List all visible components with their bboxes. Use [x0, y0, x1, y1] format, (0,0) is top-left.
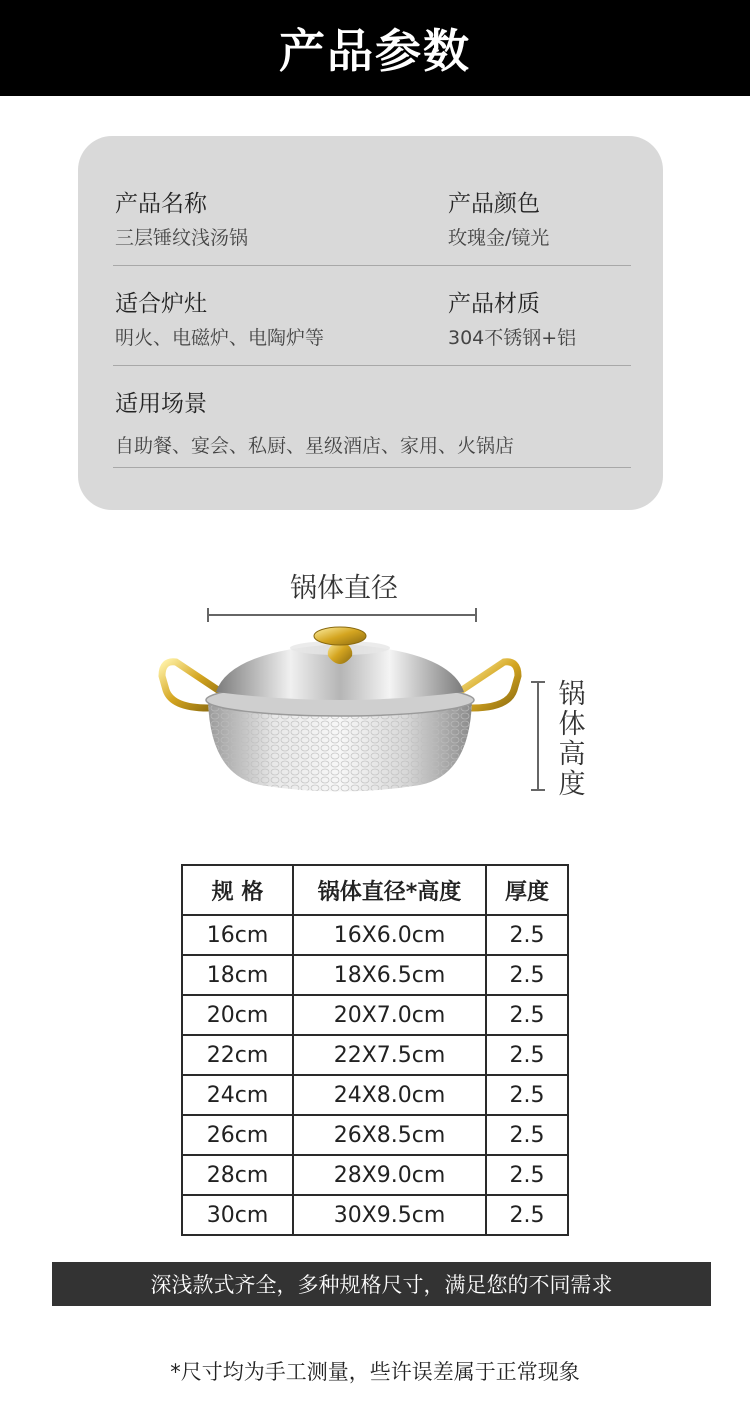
- cell-size: 22cm: [182, 1035, 293, 1075]
- table-row: [182, 1195, 568, 1235]
- param-stove-value: 明火、电磁炉、电陶炉等: [115, 327, 325, 349]
- params-row-scene: [113, 388, 631, 468]
- param-stove-label: 适合炉灶: [115, 291, 207, 317]
- cell-thickness: 2.5: [486, 1115, 568, 1155]
- param-color: [448, 188, 549, 252]
- param-material-value: 304不锈钢+铝: [448, 327, 577, 349]
- feature-banner: 深浅款式齐全，多种规格尺寸，满足您的不同需求: [52, 1262, 711, 1306]
- param-stove: [115, 288, 324, 352]
- param-color-value: 玫瑰金/镜光: [448, 227, 550, 249]
- cell-dim: 18X6.5cm: [293, 955, 486, 995]
- diameter-label: 锅体直径: [290, 573, 398, 604]
- cell-size: 30cm: [182, 1195, 293, 1235]
- cell-size: 16cm: [182, 915, 293, 955]
- table-row: [182, 1035, 568, 1075]
- cell-dim: 16X6.0cm: [293, 915, 486, 955]
- table-row: [182, 955, 568, 995]
- header-size: 规 格: [182, 865, 293, 915]
- table-row: [182, 995, 568, 1035]
- header-thickness: 厚度: [486, 865, 568, 915]
- params-row-name-color: [113, 188, 631, 266]
- pot-illustration: [150, 560, 600, 810]
- cell-thickness: 2.5: [486, 1075, 568, 1115]
- cell-size: 24cm: [182, 1075, 293, 1115]
- params-row-stove-material: [113, 288, 631, 366]
- cell-thickness: 2.5: [486, 1155, 568, 1195]
- param-name: [115, 188, 248, 252]
- param-name-label: 产品名称: [115, 191, 207, 217]
- page-title: 产品参数: [279, 24, 471, 78]
- cell-thickness: 2.5: [486, 1195, 568, 1235]
- spec-table-header: [182, 865, 568, 915]
- cell-thickness: 2.5: [486, 955, 568, 995]
- cell-size: 20cm: [182, 995, 293, 1035]
- cell-size: 18cm: [182, 955, 293, 995]
- cell-dim: 24X8.0cm: [293, 1075, 486, 1115]
- param-color-label: 产品颜色: [448, 191, 540, 217]
- cell-thickness: 2.5: [486, 915, 568, 955]
- header-diameter-height: 锅体直径*高度: [293, 865, 486, 915]
- page-header: [0, 0, 750, 96]
- height-label: 锅体高度: [558, 679, 586, 800]
- cell-dim: 30X9.5cm: [293, 1195, 486, 1235]
- param-material-label: 产品材质: [448, 291, 540, 317]
- table-row: [182, 1115, 568, 1155]
- cell-thickness: 2.5: [486, 1035, 568, 1075]
- height-dimension-line: [531, 682, 545, 790]
- param-scene-value: 自助餐、宴会、私厨、星级酒店、家用、火锅店: [115, 435, 515, 457]
- table-row: [182, 1075, 568, 1115]
- diameter-dimension-line: [208, 608, 476, 622]
- cell-thickness: 2.5: [486, 995, 568, 1035]
- param-scene-label: 适用场景: [115, 391, 207, 417]
- cell-size: 26cm: [182, 1115, 293, 1155]
- table-row: [182, 1155, 568, 1195]
- param-name-value: 三层锤纹浅汤锅: [115, 227, 249, 249]
- measurement-footnote: *尺寸均为手工测量，些许误差属于正常现象: [170, 1360, 580, 1384]
- product-params-panel: [78, 136, 663, 510]
- spec-table: [181, 864, 569, 1236]
- cell-dim: 26X8.5cm: [293, 1115, 486, 1155]
- table-row: [182, 915, 568, 955]
- cell-dim: 22X7.5cm: [293, 1035, 486, 1075]
- param-scene: [115, 388, 514, 460]
- param-material: [448, 288, 576, 352]
- cell-size: 28cm: [182, 1155, 293, 1195]
- pot-diagram: [150, 560, 600, 810]
- cell-dim: 28X9.0cm: [293, 1155, 486, 1195]
- cell-dim: 20X7.0cm: [293, 995, 486, 1035]
